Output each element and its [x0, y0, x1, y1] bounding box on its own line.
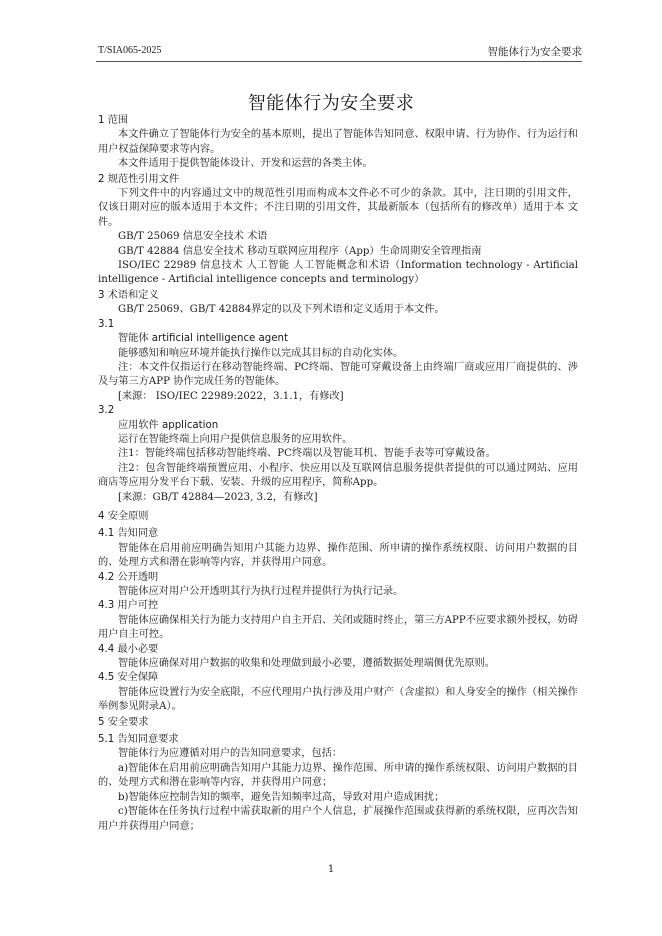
paragraph: 本文件适用于提供智能体设计、开发和运营的各类主体。 [118, 158, 373, 170]
subsection-heading: 4.1 告知同意 [98, 528, 159, 540]
section-heading: 1 范围 [98, 115, 129, 126]
subsection-heading: 4.3 用户可控 [98, 600, 159, 612]
header-standard-number: T/SIA065-2025 [98, 45, 162, 56]
paragraph: 注：本文件仅指运行在移动智能终端、PC终端、智能可穿戴设备上由终端厂商或应用厂商提供的、涉及与第三方APP 协作完成任务的智能体。 [98, 361, 578, 388]
paragraph: 本文件确立了智能体行为安全的基本原则，提出了智能体告知同意、权限申请、行为协作、行为运行和用户权益保障要求等内容。 [98, 129, 578, 155]
paragraph: 下列文件中的内容通过文中的规范性引用而构成本文件必不可少的条款。其中，注日期的引用文件， 仅该日期对应的版本适用于本文件；不注日期的引用文件，其最新版本（包括所有的修改单）适用于本 文件。 [98, 188, 578, 228]
page-number: 1 [327, 864, 335, 875]
paragraph: a)智能体在启用前应明确告知用户其能力边界、操作范围、所申请的操作系统权限、访问用户数据的目的、处理方式和潜在影响等内容，并获得用户同意； [98, 762, 578, 789]
indented-line: GB/T 42884 信息安全技术 移动互联网应用程序（App）生命周期安全管理指南 [118, 245, 482, 257]
paragraph: 注2：包含智能终端预置应用、小程序、快应用以及互联网信息服务提供者提供的可以通过网站、应用商店等应用分发平台下载、安装、升级的应用程序，简称App。 [98, 462, 578, 489]
subsection-heading: 3.1 [98, 318, 115, 330]
subsection-heading: 3.2 [98, 405, 115, 417]
header-rule [96, 61, 582, 62]
term-entry: 智能体 artificial intelligence agent [118, 333, 288, 345]
section-heading: 5 安全要求 [98, 716, 149, 728]
subsection-heading: 4.4 最小必要 [98, 643, 159, 655]
section-heading: 4 安全原则 [98, 510, 149, 522]
indented-line: GB/T 25069 信息安全技术 术语 [118, 231, 268, 243]
indented-line: 智能体行为应遵循对用户的告知同意要求，包括： [118, 748, 343, 760]
section-heading: 3 术语和定义 [98, 289, 159, 301]
subsection-heading: 5.1 告知同意要求 [98, 734, 179, 746]
paragraph: 智能体应设置行为安全底限，不应代理用户执行涉及用户财产（含虚拟）和人身安全的操作（相关操作举例参见附录A）。 [98, 686, 578, 713]
indented-line: 智能体应确保对用户数据的收集和处理做到最小必要，遵循数据处理端侧优先原则。 [118, 658, 495, 670]
document-body [98, 113, 578, 834]
indented-line: 智能体应对用户公开透明其行为执行过程并提供行为执行记录。 [118, 586, 404, 597]
indented-line: 注1：智能终端包括移动智能终端、PC终端以及智能耳机、智能手表等可穿戴设备。 [118, 448, 496, 460]
indented-line: GB/T 25069、GB/T 42884界定的以及下列术语和定义适用于本文件。 [118, 304, 445, 316]
document-title: 智能体行为安全要求 [247, 93, 415, 114]
section-heading: 2 规范性引用文件 [98, 173, 180, 185]
indented-line: [来源：GB/T 42884—2023, 3.2，有修改] [118, 491, 318, 503]
term-entry: 应用软件 application [118, 419, 219, 431]
paragraph: 智能体应确保相关行为能力支持用户自主开启、关闭或随时终止，第三方APP不应要求额外授权，妨碍用户自主可控。 [98, 614, 578, 641]
subsection-heading: 4.2 公开透明 [98, 571, 159, 583]
indented-line: 运行在智能终端上向用户提供信息服务的应用软件。 [118, 433, 353, 445]
indented-line: b)智能体应控制告知的频率，避免告知频率过高，导致对用户造成困扰； [118, 791, 445, 803]
paragraph: c)智能体在任务执行过程中需获取新的用户个人信息，扩展操作范围或获得新的系统权限，应再次告知用户并获得用户同意； [98, 806, 578, 832]
paragraph: ISO/IEC 22989 信息技术 人工智能 人工智能概念和术语（Information technology - Artificial intelligence - Artificial intelligence concepts and terminology） [98, 260, 578, 286]
indented-line: [来源： ISO/IEC 22989:2022，3.1.1，有修改] [118, 390, 344, 402]
indented-line: 能够感知和响应环境并能执行操作以完成其目标的自动化实体。 [118, 347, 404, 359]
subsection-heading: 4.5 安全保障 [98, 672, 159, 684]
header-document-title: 智能体行为安全要求 [487, 46, 582, 58]
paragraph: 智能体在启用前应明确告知用户其能力边界、操作范围、所申请的操作系统权限、访问用户数据的目的、处理方式和潜在影响等内容，并获得用户同意。 [98, 542, 578, 569]
